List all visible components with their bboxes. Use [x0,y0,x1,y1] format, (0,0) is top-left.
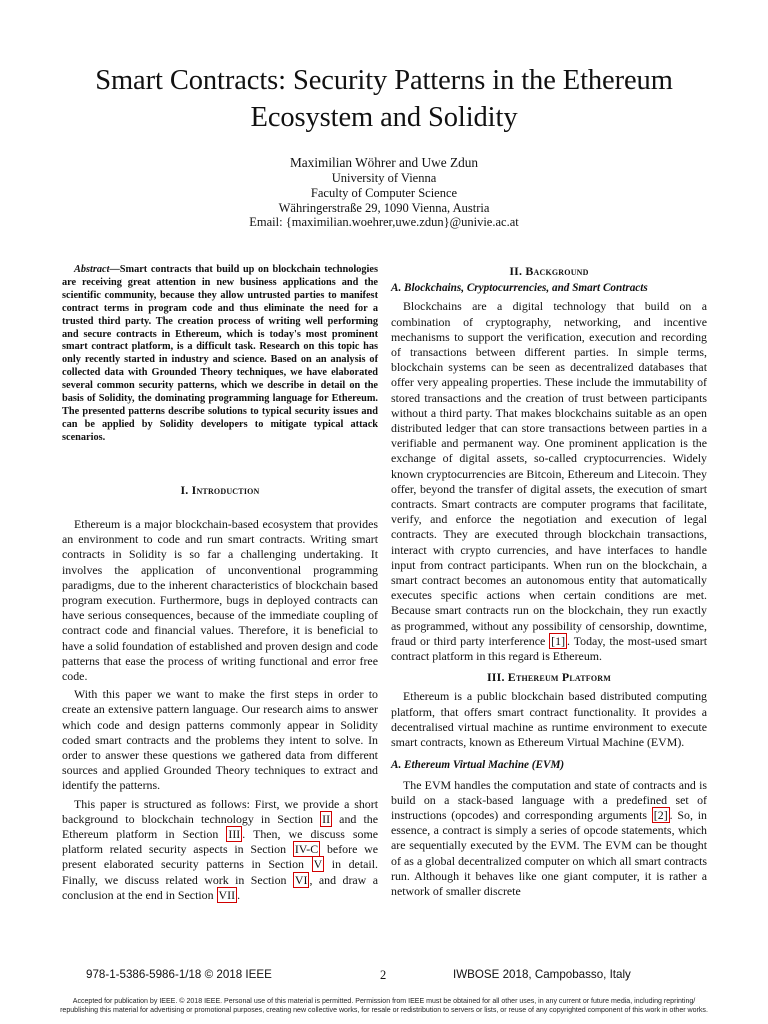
background-p1-text-b: . Today, the most-used smart contract platform in this regard is Ethereum. [391,633,707,664]
background-subheading: A. Blockchains, Cryptocurrencies, and Smart Contracts [391,282,648,295]
evm-subheading: A. Ethereum Virtual Machine (EVM) [391,759,565,772]
author-faculty: Faculty of Computer Science [310,185,458,200]
background-p1-text-a: Blockchains are a digital technology that build on a combination of cryptography, networking, and incentive mechanisms to support the verification, execution and recording of transactions between different parties. In simple terms, blockchain systems can be seen as decentralized databases that offer very appealing properties. These include the immutability of stored transactions and the creation of trust between participants without a third party. That makes blockchains suitable as an open distributed ledger that can store transactions between parties in a verifiable and permanent way. One prominent application is the exchange of digital assets, so-called cryptocurrencies. Widely known cryptocurrencies are Bitcoin, Ethereum and Litecoin. They offer, beyond the transfer of digital assets, the execution of smart contracts. Smart contracts are computer programs that facilitate, verify, and enforce the negotiation and execution of legal contracts. They are executed through blockchain transactions, interact with crypto currencies, and have interfaces to handle input from contract participants. When run on the blockchain, a smart contract becomes an autonomous entity that automatically executes specific actions when certain conditions are met. Because smart contracts run on the blockchain, they run exactly as programmed, without any possibility of censorship, downtime, fraud or third party interference [391,299,707,648]
author-email: Email: {maximilian.woehrer,uwe.zdun}@univie.ac.at [249,215,519,230]
citation-2[interactable]: [2] [653,807,668,822]
copyright-notice [10,997,758,1015]
evm-p-text-b: . So, in essence, a contract is simply a series of opcode statements, which are sequentially executed by the EVM. The EVM can be thought of as a global decentralized computer on which all smart contracts run. Although it behaves like one giant computer, it is rather a network of smaller discrete [391,807,707,898]
author-names: Maximilian Wöhrer and Uwe Zdun [289,155,479,170]
evm-paragraph [391,778,707,900]
abstract-text: —Smart contracts that build up on blockchain technologies are receiving great attention in new business applications and the scientific community, because they allow untrusted parties to manifest contract terms in program code and thus eliminate the need for a trusted third party. The creation process of writing well performing and secure contracts in Ethereum, which is today's most prominent smart contract platform, is a difficult task. Research on this topic has only recently started in industry and science. Based on an analysis of collected data with Grounded Theory techniques, we have elaborated several common security patterns, which we describe in detail on the basis of Solidity, the dominating programming language for Ethereum. The presented patterns describe solutions to typical security issues and can be applied by Solidity developers to mitigate typical attack scenarios. [62,264,378,443]
ethereum-heading: III. Ethereum Platform [486,670,612,685]
section-ref-ii[interactable]: II [322,811,331,826]
author-address: Währingerstraße 29, 1090 Vienna, Austria [278,200,490,215]
intro-p3-text-c: . Then, we discuss some platform related security aspects in Section [62,826,378,857]
abstract-label: Abstract [74,264,110,275]
author-university: University of Vienna [331,171,437,185]
intro-p3-text-f: , and draw a conclusion at the end in Section [62,872,378,902]
left-column [62,264,378,903]
background-heading: II. Background [509,264,589,278]
footer-isbn: 978-1-5386-5986-1/18 © 2018 IEEE [86,968,272,981]
intro-p3-text-g: . [237,887,241,902]
section-ref-vi[interactable]: VI [294,872,308,887]
paper-title [40,62,728,136]
right-column [391,264,707,899]
background-paragraph-1 [391,299,707,664]
title-line-2: Ecosystem and Solidity [250,102,518,133]
author-block [84,154,684,230]
intro-heading: I. Introduction [180,482,260,497]
ethereum-paragraph-1: Ethereum is a public blockchain based distributed computing platform, that offers smart contract functionality. It provides a decentralised virtual machine as runtime environment to execute smart contracts, known as Ethereum Virtual Machine (EVM). [391,689,707,750]
intro-p3-text-a: This paper is structured as follows: First, we provide a short background to blockchain technology in Section [62,796,378,826]
notice-line-2: republishing this material for advertising or promotional purposes, creating new collective works, for resale or redistribution to servers or lists, or reuse of any copyrighted component of this work in other works. [60,1007,708,1014]
abstract [62,264,378,445]
section-ref-iv-c[interactable]: IV-C [294,842,319,857]
intro-paragraph-2: With this paper we want to make the first steps in order to create an extensive pattern language. Our research aims to answer which code and design patterns commonly appear in Solidity coded smart contracts and the problems they intent to solve. In order to answer these questions we gathered data from different sources and applied Grounded Theory techniques to extract and identify the patterns. [62,687,378,793]
page-number: 2 [380,968,387,982]
intro-paragraph-3 [62,797,378,903]
evm-p-text-a: The EVM handles the computation and state of contracts and is build on a stack-based language with a predefined set of instructions (opcodes) and corresponding arguments [391,777,707,822]
footer-venue: IWBOSE 2018, Campobasso, Italy [453,968,631,981]
section-ref-iii[interactable]: III [228,826,241,841]
section-ref-v[interactable]: V [313,857,323,872]
notice-line-1: Accepted for publication by IEEE. © 2018 IEEE. Personal use of this material is permitted. Permission from IEEE must be obtained for all other uses, in any current or future media, including reprinting/ [72,998,696,1005]
intro-p3-text-b: and the Ethereum platform in Section [62,811,378,841]
title-line-1: Smart Contracts: Security Patterns in the Ethereum [95,65,673,96]
intro-paragraph-1: Ethereum is a major blockchain-based ecosystem that provides an environment to code and run smart contracts. Writing smart contracts in Solidity is so far a challenging undertaking. It involves the application of unconventional programming paradigms, due to the inherent characteristics of blockchain based program execution. Furthermore, bugs in deployed contracts can have serious consequences, because of the immediate coupling of contract code and financial values. Therefore, it is beneficial to have a solid foundation of established and proven design and code patterns that ease the process of writing functional and error free code. [62,516,378,683]
intro-p3-text-d: before we present elaborated security patterns in Section [62,842,378,872]
section-ref-vii[interactable]: VII [218,887,236,902]
citation-1[interactable]: [1] [551,633,566,648]
intro-p3-text-e: in detail. Finally, we discuss related work in Section [62,857,378,887]
